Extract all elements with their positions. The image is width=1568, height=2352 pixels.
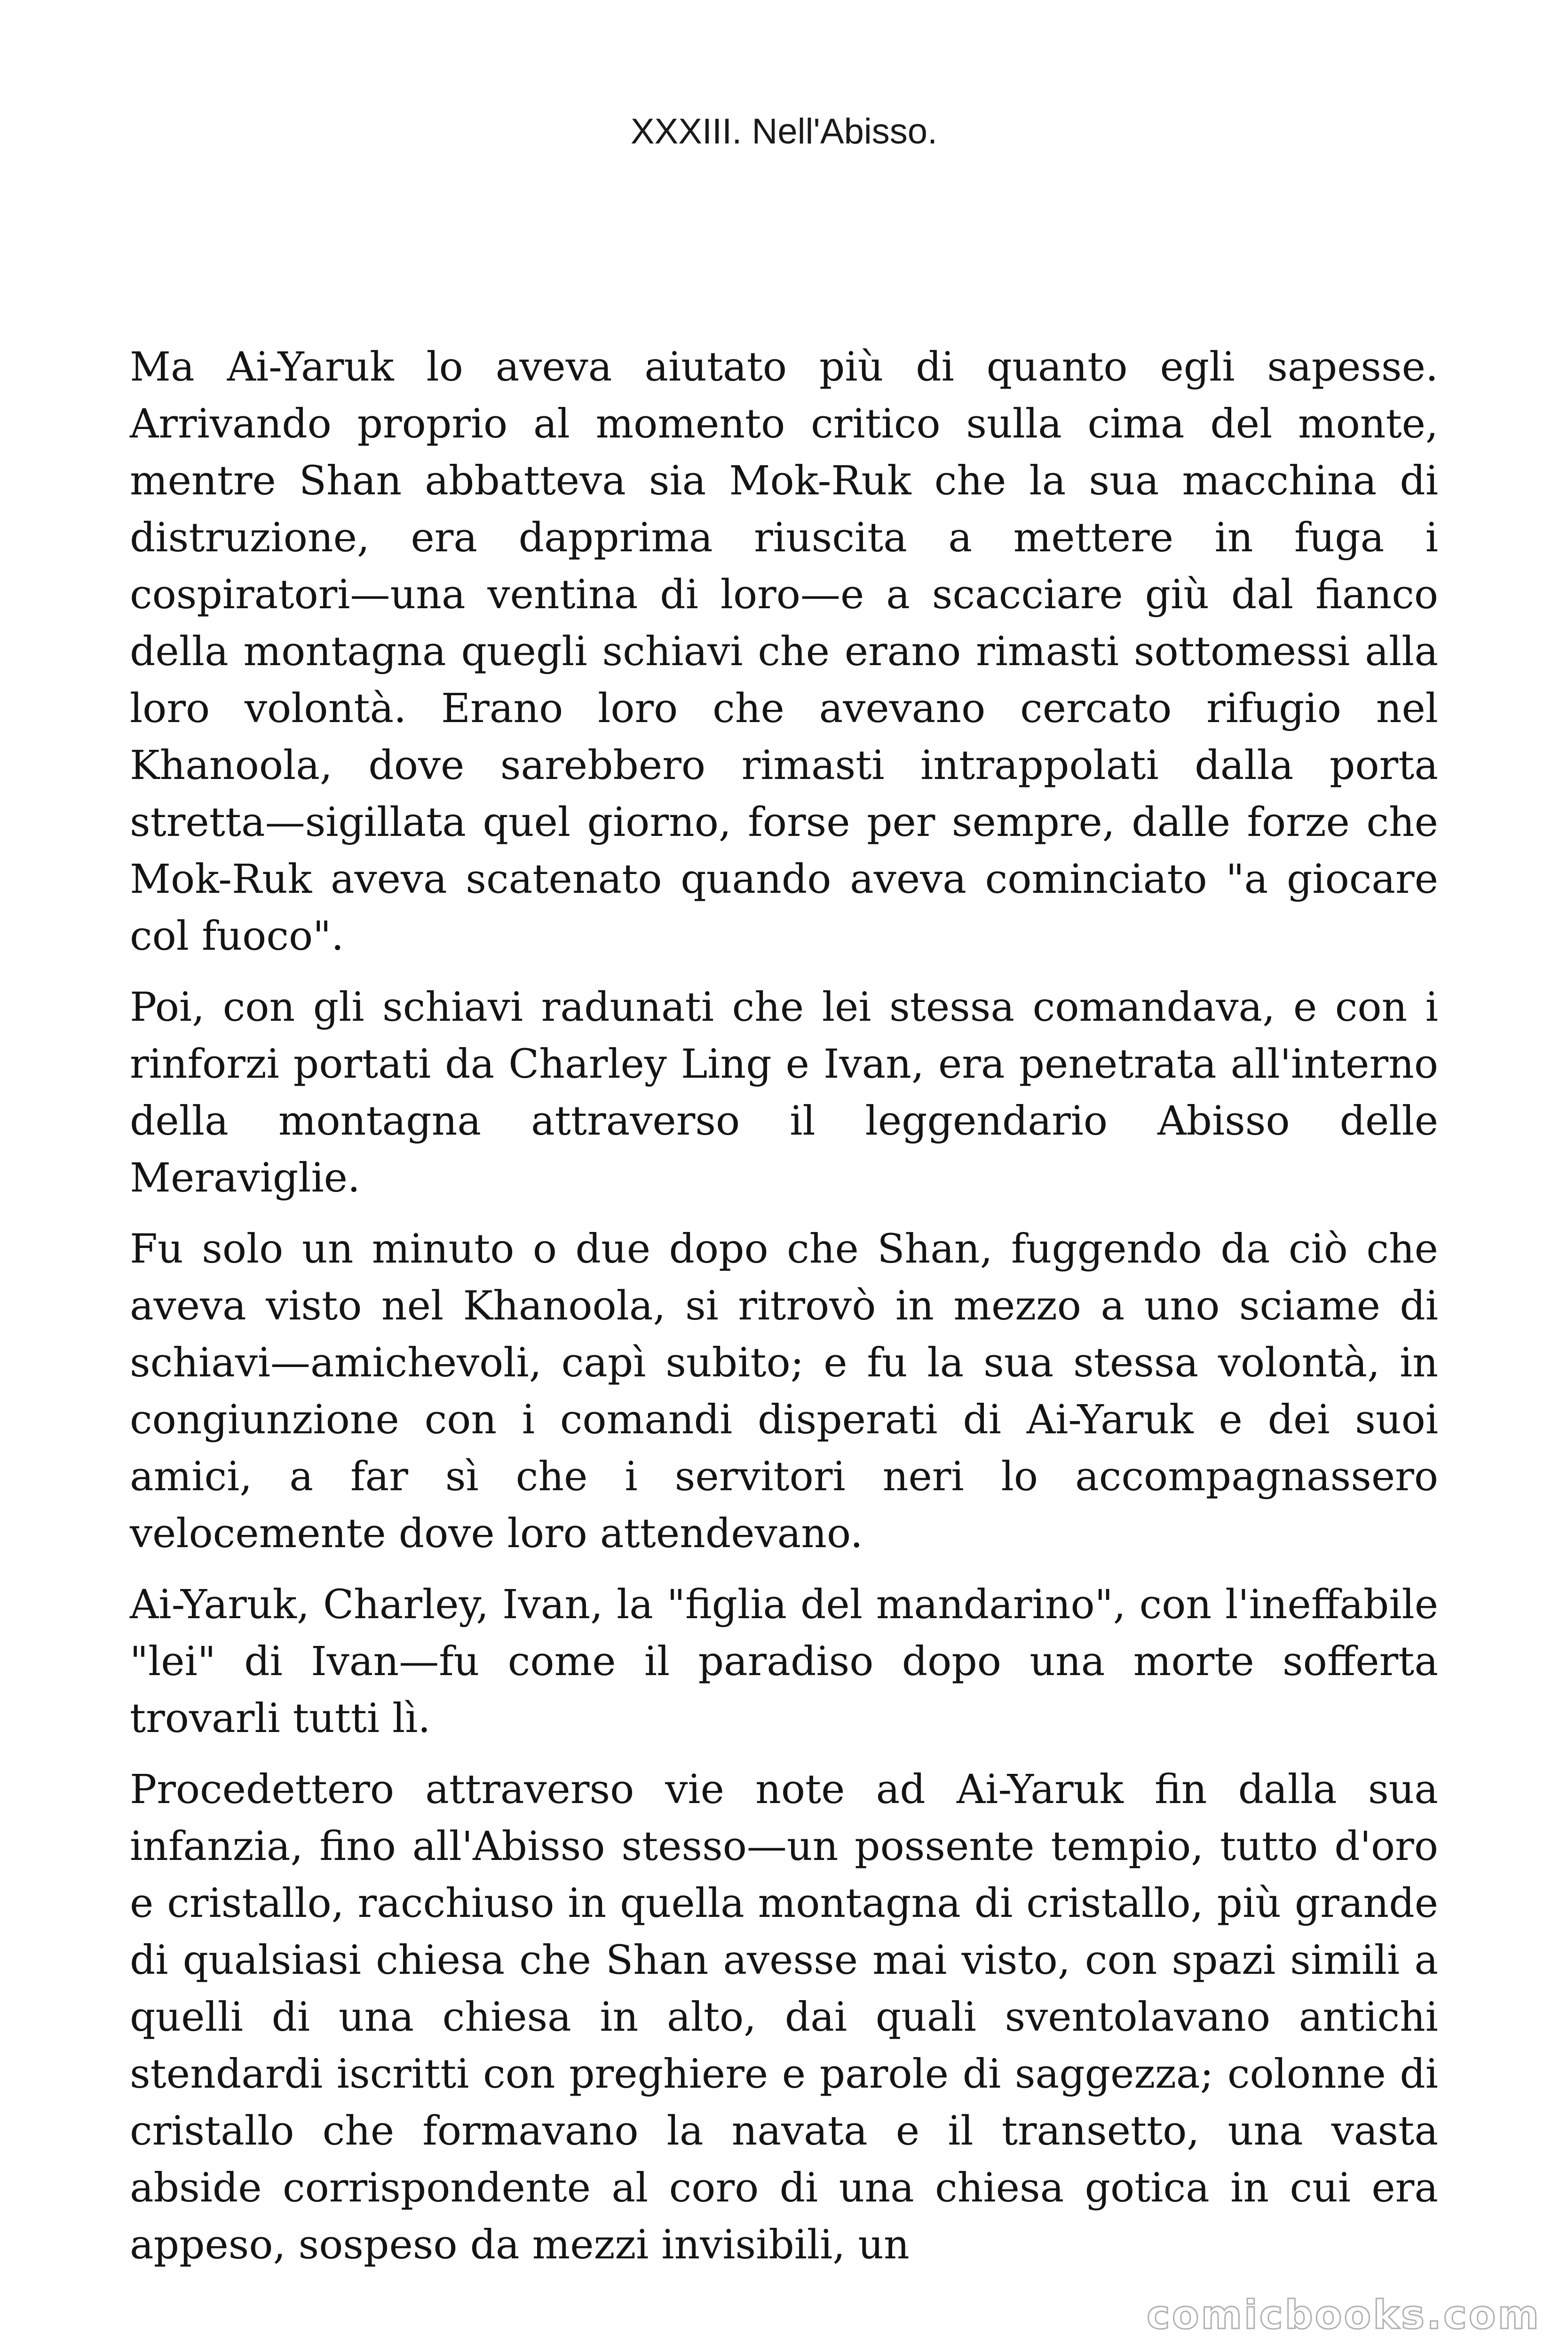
chapter-title: XXXIII. Nell'Abisso. (630, 111, 938, 151)
paragraph: Poi, con gli schiavi radunati che lei stessa comandava, e con i rinforzi portati da Charley Ling e Ivan, era penetrata all'interno della montagna attraverso il leggendario Abisso delle Meraviglie. (130, 984, 1438, 1201)
paragraph: Fu solo un minuto o due dopo che Shan, fuggendo da ciò che aveva visto nel Khanoola, si ritrovò in mezzo a uno sciame di schiavi—amichevoli, capì subito; e fu la sua stessa volontà, in congiunzione con i comandi disperati di Ai-Yaruk e dei suoi amici, a far sì che i servitori neri lo accompagnassero velocemente dove loro attendevano. (130, 1226, 1438, 1557)
paragraph: Ai-Yaruk, Charley, Ivan, la "figlia del mandarino", con l'ineffabile "lei" di Ivan—fu come il paradiso dopo una morte sofferta trovarli tutti lì. (130, 1581, 1438, 1742)
chapter-body (130, 339, 1438, 2288)
watermark: comicbooks.com (1147, 2292, 1541, 2338)
paragraph: Procedettero attraverso vie note ad Ai-Yaruk fin dalla sua infanzia, fino all'Abisso stesso—un possente tempio, tutto d'oro e cristallo, racchiuso in quella montagna di cristallo, più grande di qualsiasi chiesa che Shan avesse mai visto, con spazi simili a quelli di una chiesa in alto, dai quali sventolavano antichi stendardi iscritti con preghiere e parole di saggezza; colonne di cristallo che formavano la navata e il transetto, una vasta abside corrispondente al coro di una chiesa gotica in cui era appeso, sospeso da mezzi invisibili, un (130, 1766, 1438, 2268)
paragraph: Ma Ai-Yaruk lo aveva aiutato più di quanto egli sapesse. Arrivando proprio al momento critico sulla cima del monte, mentre Shan abbatteva sia Mok-Ruk che la sua macchina di distruzione, era dapprima riuscita a mettere in fuga i cospiratori—una ventina di loro—e a scacciare giù dal fianco della montagna quegli schiavi che erano rimasti sottomessi alla loro volontà. Erano loro che avevano cercato rifugio nel Khanoola, dove sarebbero rimasti intrappolati dalla porta stretta—sigillata quel giorno, forse per sempre, dalle forze che Mok-Ruk aveva scatenato quando aveva cominciato "a giocare col fuoco". (130, 344, 1438, 960)
